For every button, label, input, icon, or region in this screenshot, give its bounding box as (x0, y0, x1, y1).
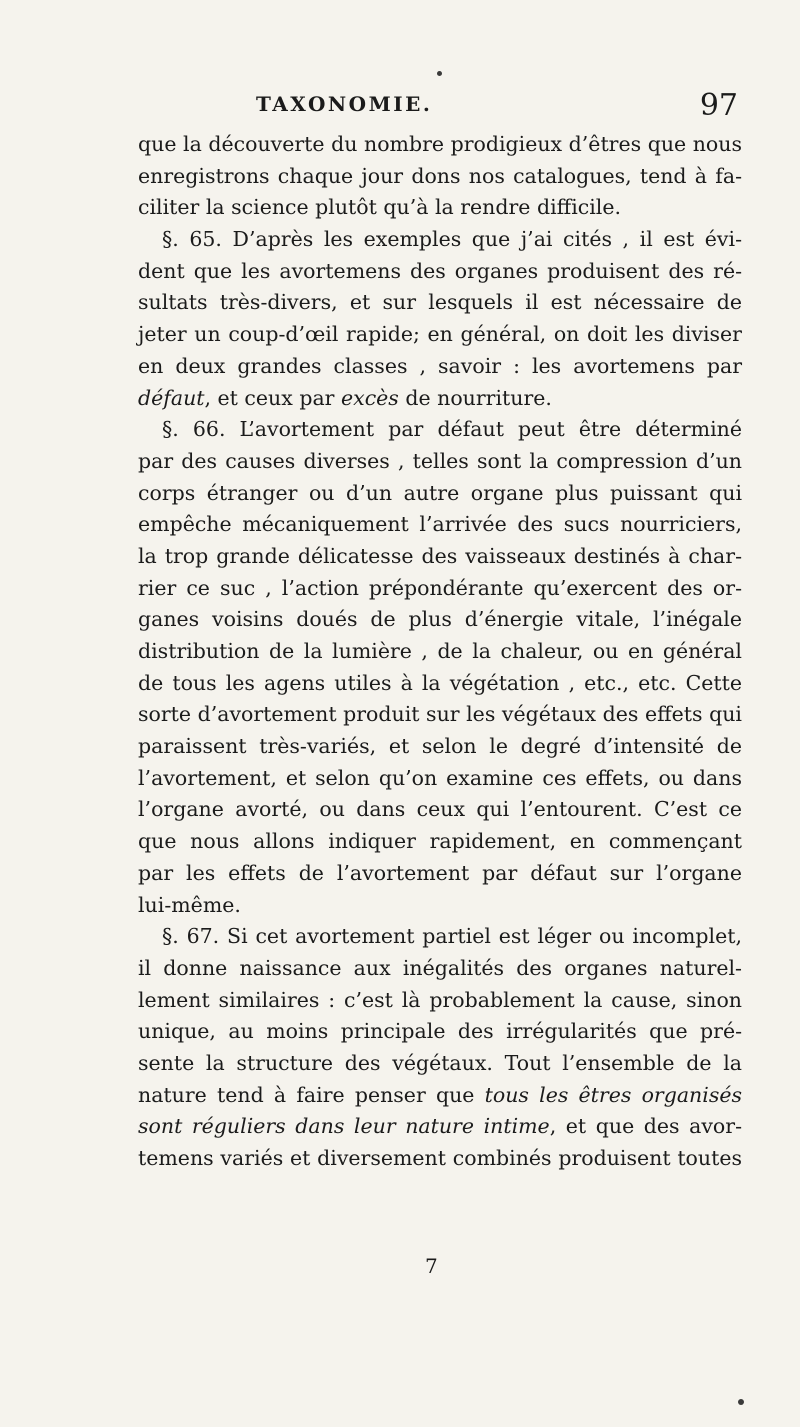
text-line: que nous allons indiquer rapidement, en commençant (138, 829, 742, 854)
text-span: de nourriture. (398, 385, 552, 410)
text-line: l’organe avorté, ou dans ceux qui l’entourent. C’est ce (138, 797, 742, 822)
text-line: par des causes diverses , telles sont la compression d’un (138, 448, 742, 473)
paragraph-start-65: §. 65. D’après les exemples que j’ai cités , il est évi- (162, 227, 742, 252)
text-line: distribution de la lumière , de la chaleur, ou en général (138, 639, 742, 663)
text-line: de tous les agens utiles à la végétation , etc., etc. Cette (138, 670, 742, 695)
text-line: rier ce suc , l’action prépondérante qu’exercent des or- (138, 575, 742, 600)
text-line (138, 1111, 742, 1143)
text-line: sorte d’avortement produit sur les végétaux des effets qui (138, 702, 742, 727)
text-span: , et ceux par (204, 385, 341, 410)
text-line: il donne naissance aux inégalités des organes naturel- (138, 955, 742, 980)
text-line: jeter un coup-d’œil rapide; en général, on doit les diviser (138, 322, 742, 347)
paragraph-start-66: §. 66. L’avortement par défaut peut être déterminé (162, 417, 742, 442)
text-line: empêche mécaniquement l’arrivée des sucs nourriciers, (138, 512, 742, 537)
text-line: dent que les avortemens des organes produisent des ré- (138, 258, 742, 283)
text-line: sultats très-divers, et sur lesquels il est nécessaire de (138, 290, 742, 315)
text-line: ganes voisins doués de plus d’énergie vitale, l’inégale (138, 607, 742, 632)
italic-term: défaut (138, 385, 205, 410)
text-line: en deux grandes classes , savoir : les avortemens par (138, 353, 742, 378)
text-line: paraissent très-variés, et selon le degré d’intensité de (138, 734, 742, 759)
page-header (138, 88, 738, 123)
italic-term: excès (341, 385, 399, 410)
ink-speck (738, 1399, 744, 1405)
text-line: par les effets de l’avortement par défaut sur l’organe (138, 860, 742, 885)
text-span: , et que des avor- (549, 1114, 743, 1139)
text-line: temens variés et diversement combinés produisent toutes (138, 1146, 742, 1170)
paragraph-start-67: §. 67. Si cet avortement partiel est léger ou incomplet, (162, 924, 742, 949)
italic-phrase: sont réguliers dans leur nature intime (138, 1114, 550, 1139)
text-line: la trop grande délicatesse des vaisseaux destinés à char- (138, 543, 742, 568)
text-line: lui-même. (138, 892, 241, 917)
text-line: l’avortement, et selon qu’on examine ces effets, ou dans (138, 765, 742, 790)
text-line: corps étranger ou d’un autre organe plus puissant qui (138, 480, 742, 505)
text-span: nature tend à faire penser que (138, 1082, 485, 1107)
text-line: enregistrons chaque jour dons nos catalogues, tend à fa- (138, 163, 742, 188)
italic-phrase: tous les êtres organisés (484, 1082, 742, 1107)
text-line: lement similaires : c’est là probablement la cause, sinon (138, 987, 742, 1012)
signature-mark: 7 (425, 1254, 438, 1278)
text-line (138, 383, 742, 415)
page-number: 97 (699, 88, 738, 123)
body-text (138, 129, 742, 1175)
ink-speck (437, 71, 442, 76)
text-line: sente la structure des végétaux. Tout l’ensemble de la (138, 1050, 742, 1075)
text-line: que la découverte du nombre prodigieux d’êtres que nous (138, 132, 742, 156)
text-line: unique, au moins principale des irrégularités que pré- (138, 1019, 742, 1044)
text-line: ciliter la science plutôt qu’à la rendre difficile. (138, 195, 621, 220)
running-title: TAXONOMIE. (256, 92, 433, 116)
text-line (138, 1080, 742, 1112)
